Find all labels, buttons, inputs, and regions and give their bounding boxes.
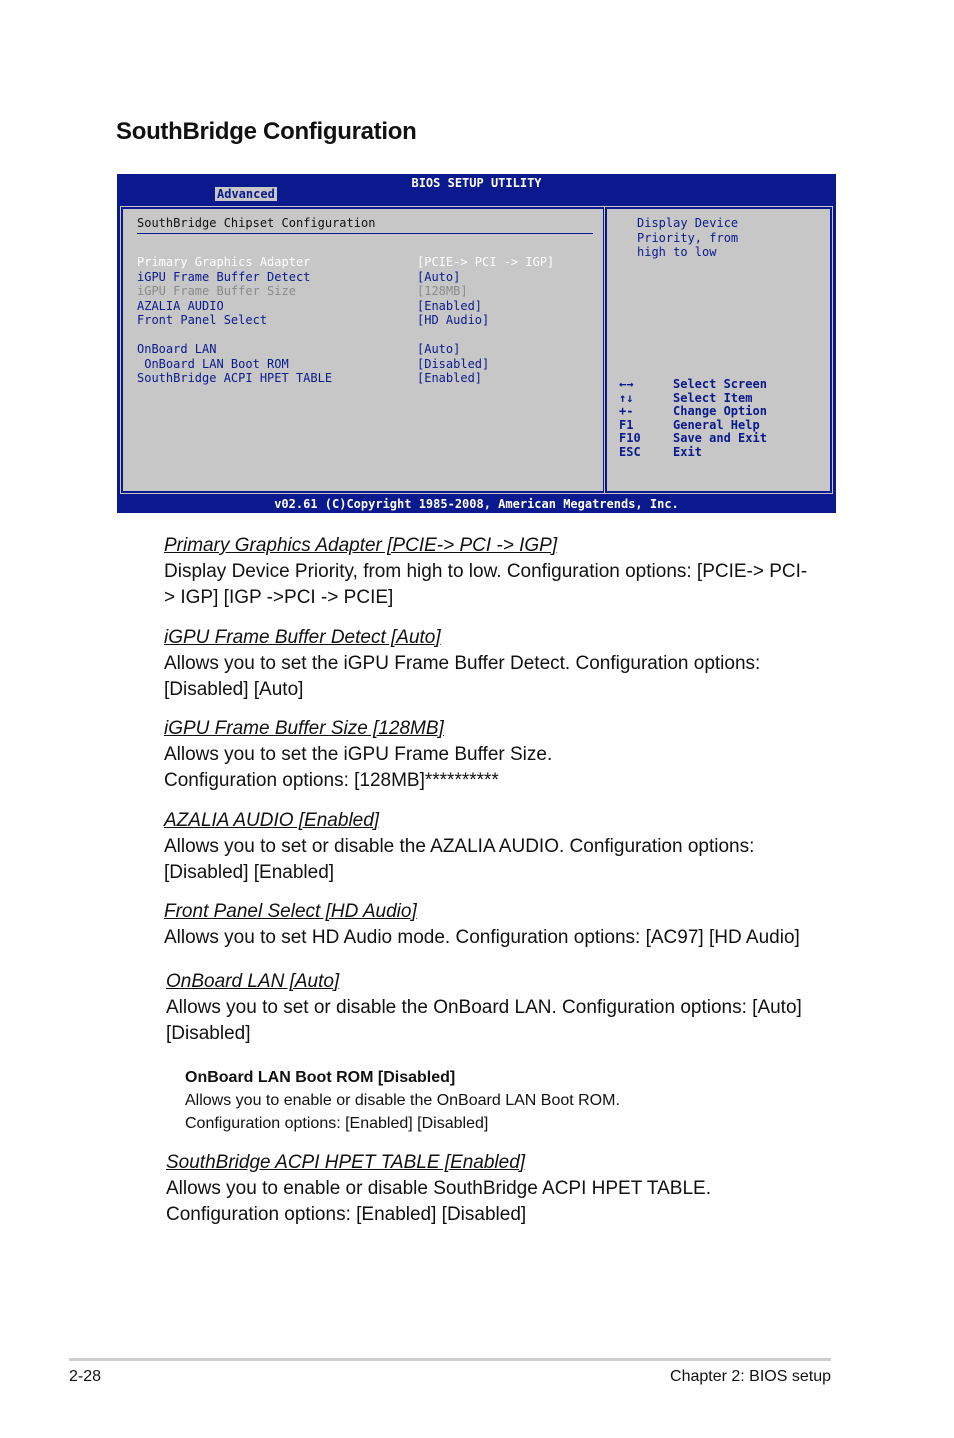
setting-label: AZALIA AUDIO: [137, 298, 224, 313]
sub-item-lan-boot-rom: [185, 1066, 805, 1135]
item-title: Front Panel Select [HD Audio]: [164, 901, 417, 922]
setting-label: Front Panel Select: [137, 313, 268, 327]
bios-title: BIOS SETUP UTILITY: [411, 176, 542, 190]
item-body: Allows you to set or disable the OnBoard LAN. Configuration options: [Auto] [Disabled]: [166, 997, 802, 1044]
sub-item-body: Allows you to enable or disable the OnBoard LAN Boot ROM. Configuration options: [Enabled] [Disabled]: [185, 1092, 620, 1132]
item-body: Allows you to set the iGPU Frame Buffer Detect. Configuration options: [Disabled] [Auto]: [164, 653, 761, 700]
item-body: Allows you to set the iGPU Frame Buffer Size. Configuration options: [128MB]**********: [164, 744, 553, 791]
setting-description: [164, 716, 834, 794]
item-title: Primary Graphics Adapter [PCIE-> PCI -> IGP]: [164, 535, 558, 556]
item-title: iGPU Frame Buffer Size [128MB]: [164, 718, 444, 739]
item-acpi-hpet: [166, 1150, 836, 1228]
sub-item-title: OnBoard LAN Boot ROM [Disabled]: [185, 1069, 456, 1086]
settings-panel: [121, 207, 605, 493]
footer-divider: [69, 1358, 831, 1361]
item-title: SouthBridge ACPI HPET TABLE [Enabled]: [166, 1152, 526, 1173]
bios-screenshot: [117, 174, 836, 513]
setting-label: iGPU Frame Buffer Size: [137, 284, 296, 298]
bios-title-bar: [117, 174, 836, 203]
item-body: Allows you to enable or disable SouthBridge ACPI HPET TABLE. Configuration options: [Enabled] [Disabled]: [166, 1178, 711, 1225]
setting-value[interactable]: [Enabled]: [417, 298, 483, 313]
setting-description: [164, 533, 834, 611]
setting-label: SouthBridge ACPI HPET TABLE: [137, 371, 333, 385]
setting-label: OnBoard LAN: [137, 342, 217, 356]
key-name: +-: [619, 404, 634, 418]
panel-heading: SouthBridge Chipset Configuration: [137, 216, 376, 230]
setting-value[interactable]: [Auto]: [417, 342, 461, 356]
tab-advanced[interactable]: Advanced: [217, 187, 275, 201]
chapter-label: Chapter 2: BIOS setup: [670, 1368, 831, 1385]
key-description: Select Item: [673, 390, 753, 405]
key-description: Select Screen: [673, 377, 767, 391]
item-body: Allows you to set HD Audio mode. Configuration options: [AC97] [HD Audio]: [164, 927, 800, 948]
key-name: ←→: [619, 377, 634, 391]
key-description: General Help: [673, 417, 760, 432]
setting-value[interactable]: [128MB]: [417, 284, 468, 298]
setting-value[interactable]: [HD Audio]: [417, 313, 490, 327]
setting-value[interactable]: [PCIE-> PCI -> IGP]: [417, 255, 555, 269]
page-number: 2-28: [69, 1368, 102, 1385]
setting-description: [164, 899, 834, 951]
heading-divider: [137, 233, 593, 234]
page-title: SouthBridge Configuration: [116, 118, 417, 145]
setting-label: OnBoard LAN Boot ROM: [137, 356, 289, 371]
key-description: Save and Exit: [673, 431, 767, 445]
key-name: F10: [619, 431, 641, 445]
key-name: ESC: [619, 444, 641, 459]
setting-value[interactable]: [Auto]: [417, 269, 461, 284]
key-description: Change Option: [673, 404, 767, 418]
setting-description: [166, 969, 836, 1047]
setting-label: iGPU Frame Buffer Detect: [137, 269, 311, 284]
key-name: ↑↓: [619, 390, 634, 405]
bios-body: [117, 203, 836, 495]
item-title: OnBoard LAN [Auto]: [166, 971, 340, 992]
setting-value[interactable]: [Disabled]: [417, 356, 490, 371]
setting-value[interactable]: [Enabled]: [417, 371, 483, 385]
item-title: iGPU Frame Buffer Detect [Auto]: [164, 627, 441, 648]
bios-copyright: v02.61 (C)Copyright 1985-2008, American Megatrends, Inc.: [117, 495, 836, 513]
key-description: Exit: [673, 444, 702, 459]
item-title: AZALIA AUDIO [Enabled]: [164, 810, 380, 831]
key-name: F1: [619, 417, 634, 432]
item-body: Allows you to set or disable the AZALIA AUDIO. Configuration options: [Disabled] [Enabled]: [164, 836, 755, 883]
setting-description: [164, 625, 834, 703]
setting-label: Primary Graphics Adapter: [137, 255, 311, 269]
help-panel: [605, 207, 832, 493]
help-text: Display Device Priority, from high to low: [637, 216, 739, 259]
setting-description: [164, 808, 834, 886]
item-body: Display Device Priority, from high to low. Configuration options: [PCIE-> PCI- > IGP] [IGP ->PCI -> PCIE]: [164, 561, 808, 608]
